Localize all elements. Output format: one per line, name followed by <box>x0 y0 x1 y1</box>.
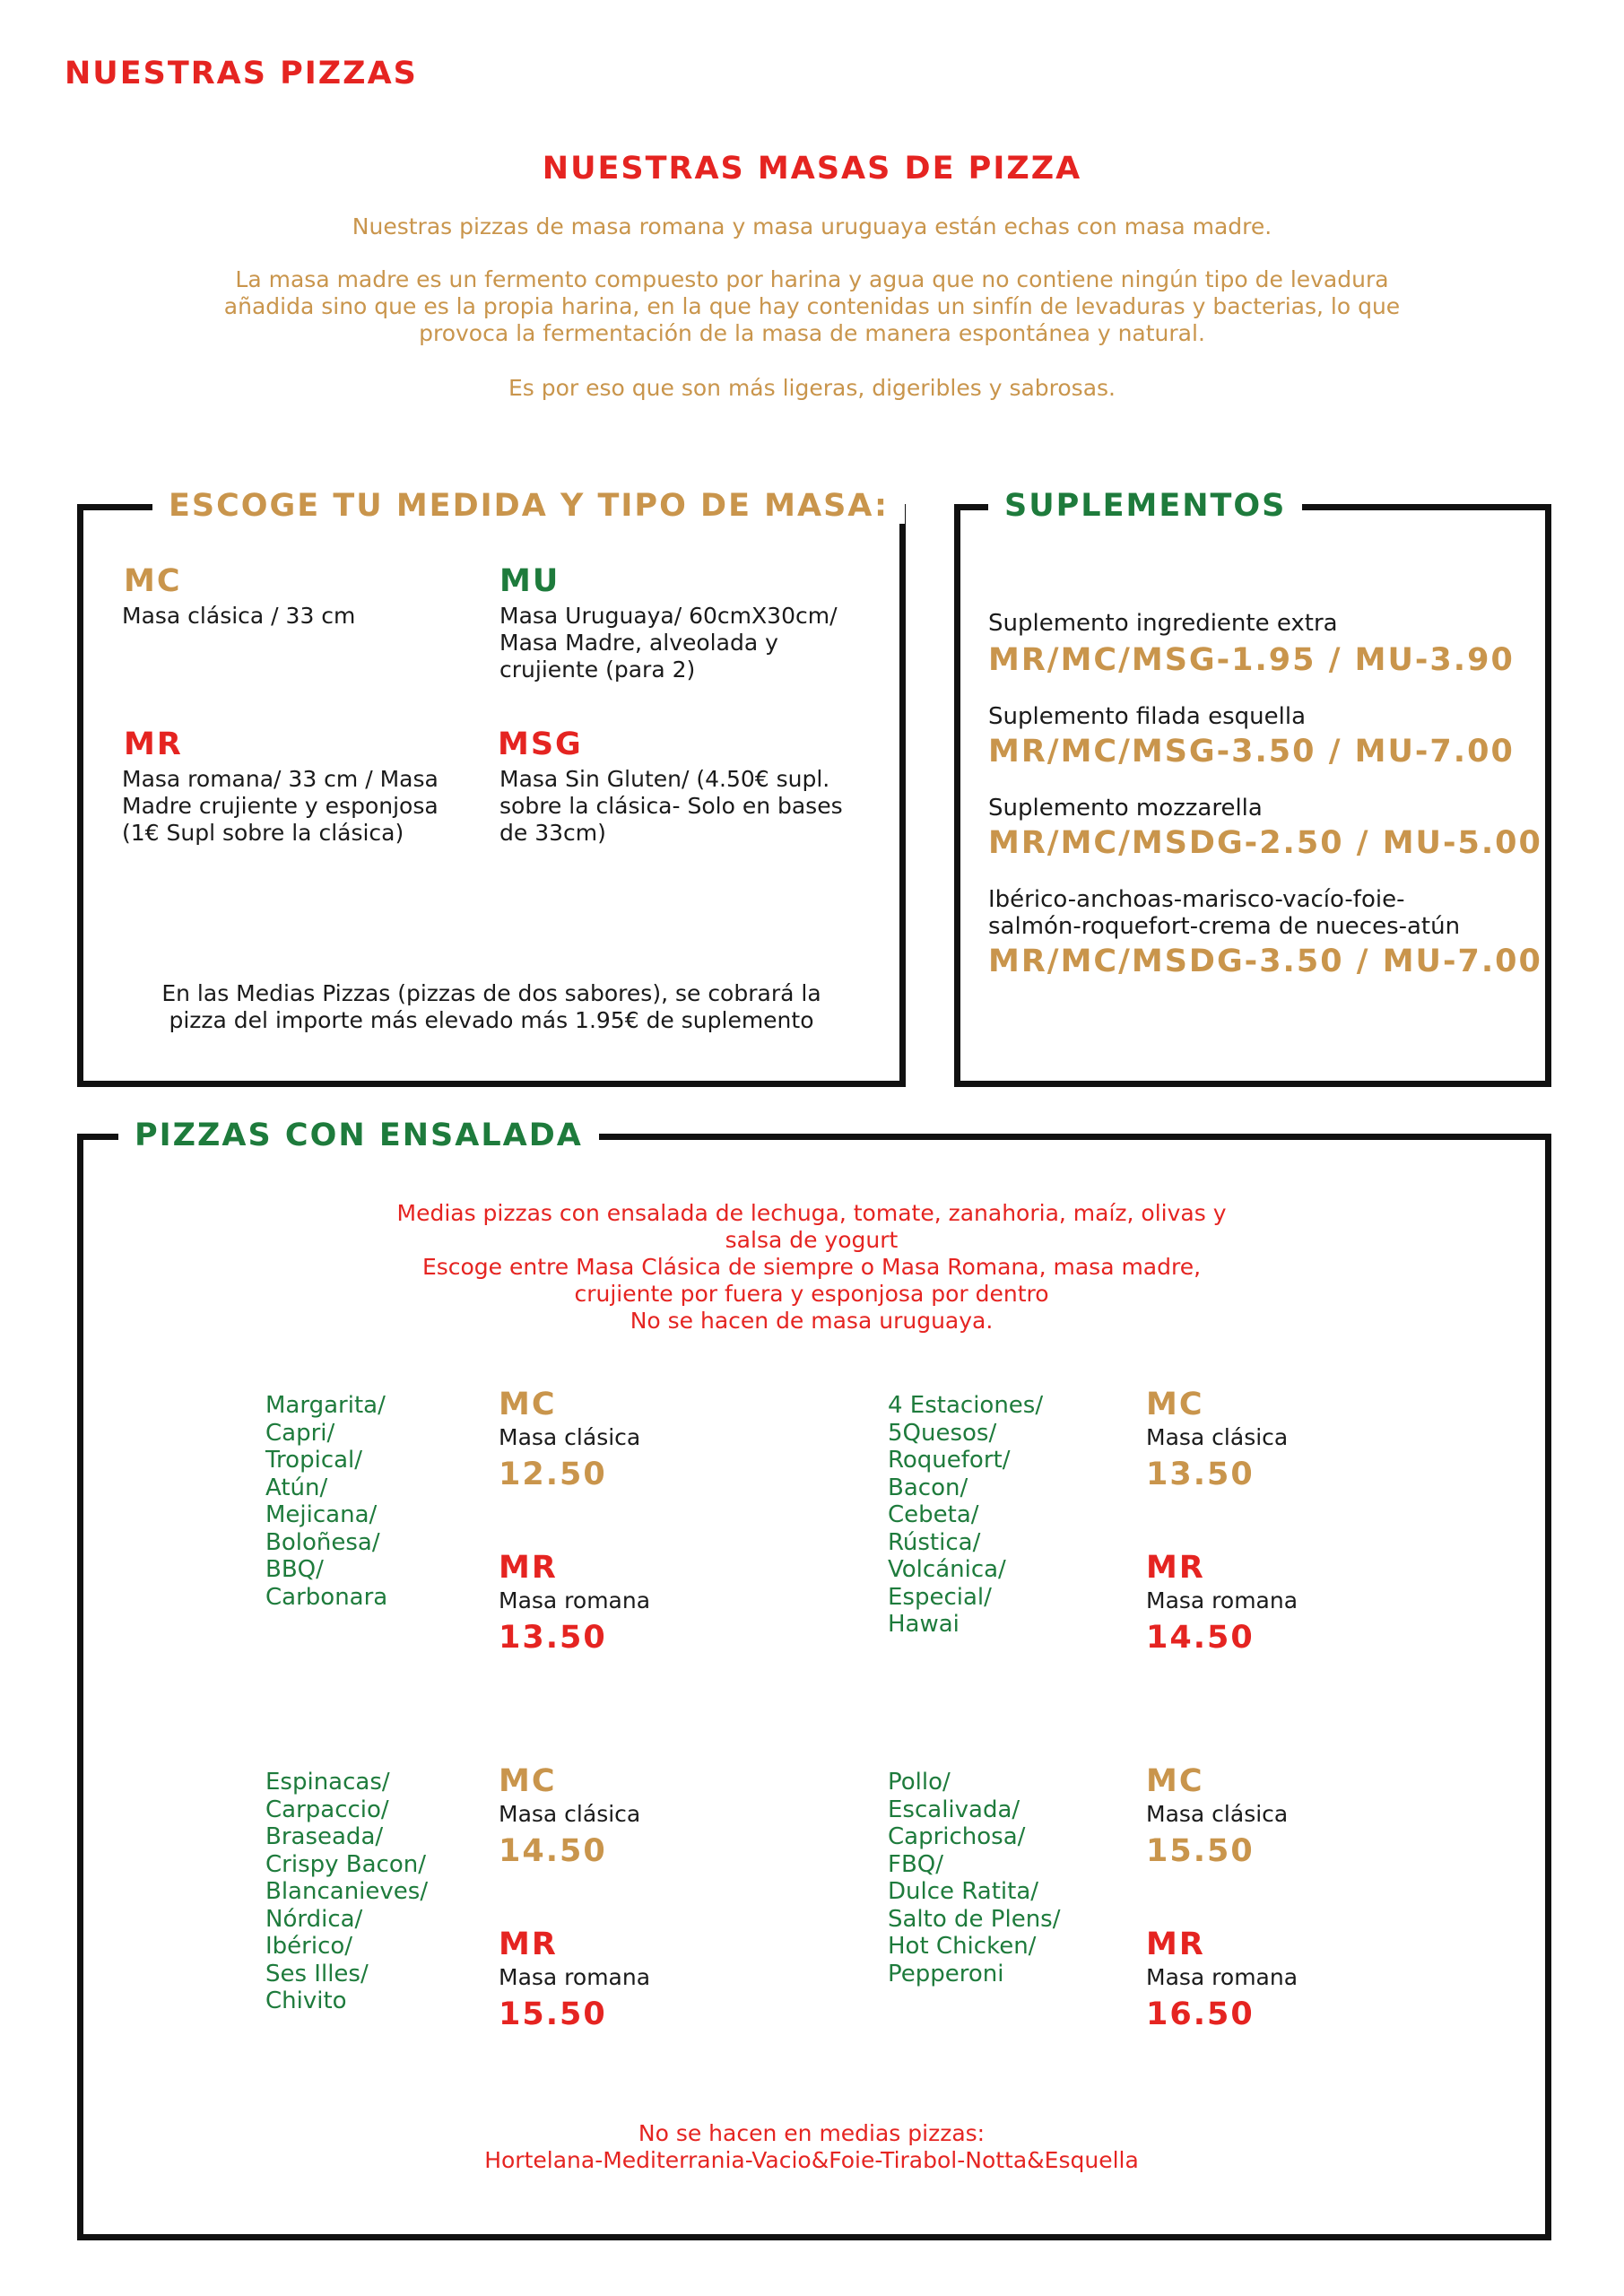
group-4-mr-price: 16.50 <box>1146 1996 1255 2032</box>
half-pizza-note-line-2: pizza del importe más elevado más 1.95€ de suplemento <box>169 1007 814 1033</box>
group-3-mr-price: 15.50 <box>499 1996 607 2032</box>
group-1-mc-code: MC <box>499 1387 557 1422</box>
doughs-intro-1: Nuestras pizzas de masa romana y masa uruguaya están echas con masa madre. <box>352 213 1272 239</box>
mu-code: MU <box>499 563 560 599</box>
group-1-mr-code: MR <box>499 1550 558 1586</box>
group-4-mc-price: 15.50 <box>1146 1833 1255 1869</box>
mr-code: MR <box>124 726 183 762</box>
group-1-mr-label: Masa romana <box>499 1587 651 1613</box>
group-4-mr-label: Masa romana <box>1146 1964 1298 1990</box>
salad-footer-line-2: Hortelana-Mediterrania-Vacio&Foie-Tirabol-Notta&Esquella <box>484 2147 1139 2173</box>
pizza-list-group-2: 4 Estaciones/ 5Quesos/ Roquefort/ Bacon/ Cebeta/ Rústica/ Volcánica/ Especial/ Hawai <box>888 1392 1044 1638</box>
sizes-title: ESCOGE TU MEDIDA Y TIPO DE MASA: <box>152 488 905 524</box>
group-4-mr-code: MR <box>1146 1926 1205 1962</box>
group-1-mr-price: 13.50 <box>499 1620 607 1656</box>
supplement-price-2: MR/MC/MSG-3.50 / MU-7.00 <box>988 734 1515 770</box>
group-3-mc-price: 14.50 <box>499 1833 607 1869</box>
mu-desc-line-3: crujiente (para 2) <box>499 657 696 683</box>
group-4-mc-code: MC <box>1146 1763 1204 1799</box>
supplement-price-1: MR/MC/MSG-1.95 / MU-3.90 <box>988 642 1515 678</box>
mu-desc-line-1: Masa Uruguaya/ 60cmX30cm/ <box>499 603 838 629</box>
mu-desc-line-2: Masa Madre, alveolada y <box>499 630 778 656</box>
group-3-mr-code: MR <box>499 1926 558 1962</box>
group-3-mc-code: MC <box>499 1763 557 1799</box>
msg-desc-line-2: sobre la clásica- Solo en bases <box>499 793 843 819</box>
group-2-mc-code: MC <box>1146 1387 1204 1422</box>
page-title: NUESTRAS PIZZAS <box>65 56 418 91</box>
salad-intro-line-3: Escoge entre Masa Clásica de siempre o Masa Romana, masa madre, <box>421 1254 1202 1280</box>
pizza-list-group-1: Margarita/ Capri/ Tropical/ Atún/ Mejicana/ Boloñesa/ BBQ/ Carbonara <box>265 1392 388 1611</box>
pizza-list-group-4: Pollo/ Escalivada/ Caprichosa/ FBQ/ Dulce Ratita/ Salto de Plens/ Hot Chicken/ Pepperoni <box>888 1769 1061 1987</box>
msg-code: MSG <box>498 726 583 762</box>
group-2-mr-label: Masa romana <box>1146 1587 1298 1613</box>
doughs-intro-2-line-2: añadida sino que es la propia harina, en la que hay contenidas un sinfín de levaduras y bacterias, lo que <box>223 293 1401 319</box>
mc-desc: Masa clásica / 33 cm <box>122 603 356 629</box>
half-pizza-note-line-1: En las Medias Pizzas (pizzas de dos sabores), se cobrará la <box>161 980 821 1006</box>
mr-desc-line-1: Masa romana/ 33 cm / Masa <box>122 766 439 792</box>
group-4-mc-label: Masa clásica <box>1146 1801 1289 1827</box>
supplement-desc-4-line-1: Ibérico-anchoas-marisco-vacío-foie- <box>988 886 1405 913</box>
salad-intro-line-4: crujiente por fuera y esponjosa por dentro <box>574 1281 1049 1307</box>
group-2-mr-code: MR <box>1146 1550 1205 1586</box>
salad-intro-line-2: salsa de yogurt <box>725 1227 899 1253</box>
supplement-price-3: MR/MC/MSDG-2.50 / MU-5.00 <box>988 825 1542 861</box>
msg-desc-line-3: de 33cm) <box>499 820 606 846</box>
salad-title: PIZZAS CON ENSALADA <box>118 1118 599 1153</box>
salad-footer-line-1: No se hacen en medias pizzas: <box>638 2120 986 2146</box>
doughs-intro-2-line-1: La masa madre es un fermento compuesto por harina y agua que no contiene ningún tipo de levadura <box>235 266 1389 292</box>
doughs-title: NUESTRAS MASAS DE PIZZA <box>542 151 1082 187</box>
doughs-intro-2-line-3: provoca la fermentación de la masa de manera espontánea y natural. <box>419 320 1205 346</box>
supplement-desc-4-line-2: salmón-roquefort-crema de nueces-atún <box>988 913 1461 940</box>
group-1-mc-price: 12.50 <box>499 1457 607 1492</box>
group-2-mc-price: 13.50 <box>1146 1457 1255 1492</box>
group-3-mr-label: Masa romana <box>499 1964 651 1990</box>
supplements-title: SUPLEMENTOS <box>988 488 1302 524</box>
pizza-list-group-3: Espinacas/ Carpaccio/ Braseada/ Crispy Bacon/ Blancanieves/ Nórdica/ Ibérico/ Ses Illes/ Chivito <box>265 1769 429 2014</box>
salad-intro-line-5: No se hacen de masa uruguaya. <box>630 1308 994 1334</box>
mr-desc-line-3: (1€ Supl sobre la clásica) <box>122 820 404 846</box>
group-2-mr-price: 14.50 <box>1146 1620 1255 1656</box>
group-3-mc-label: Masa clásica <box>499 1801 641 1827</box>
supplement-desc-2: Suplemento filada esquella <box>988 703 1307 730</box>
supplement-desc-3: Suplemento mozzarella <box>988 795 1263 822</box>
mc-code: MC <box>124 563 182 599</box>
group-1-mc-label: Masa clásica <box>499 1424 641 1450</box>
supplement-desc-1: Suplemento ingrediente extra <box>988 610 1338 637</box>
msg-desc-line-1: Masa Sin Gluten/ (4.50€ supl. <box>499 766 830 792</box>
supplement-price-4: MR/MC/MSDG-3.50 / MU-7.00 <box>988 944 1542 979</box>
group-2-mc-label: Masa clásica <box>1146 1424 1289 1450</box>
doughs-intro-3: Es por eso que son más ligeras, digeribles y sabrosas. <box>508 375 1116 401</box>
mr-desc-line-2: Madre crujiente y esponjosa <box>122 793 439 819</box>
salad-intro-line-1: Medias pizzas con ensalada de lechuga, tomate, zanahoria, maíz, olivas y <box>396 1200 1227 1226</box>
